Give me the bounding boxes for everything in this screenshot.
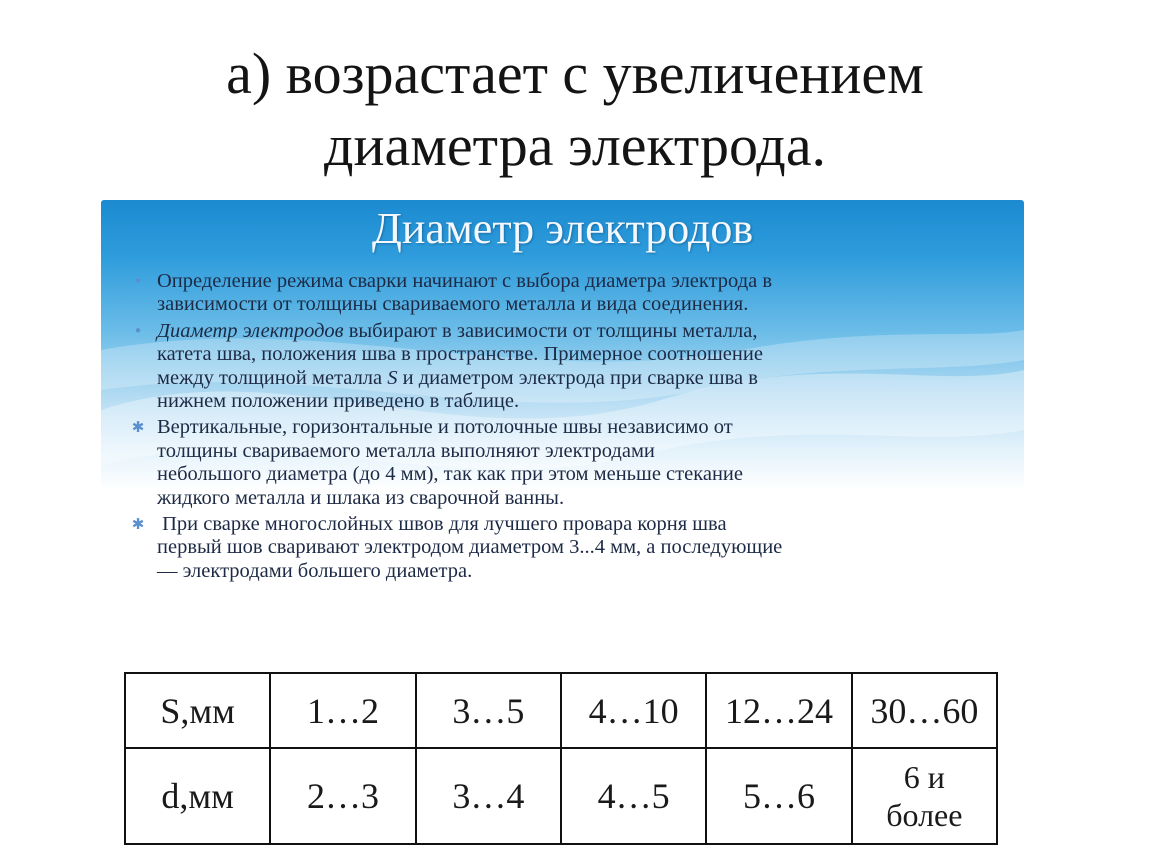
bullet-line [157, 367, 1003, 390]
bullet-line: зависимости от толщины свариваемого металла и вида соединения. [157, 293, 749, 316]
table-cell: 30…60 [852, 673, 997, 748]
bullet-item [123, 320, 1003, 414]
bullet-line: толщины свариваемого металла выполняют электродами [157, 439, 655, 462]
table-cell: S,мм [125, 673, 270, 748]
table-cell: 5…6 [706, 748, 851, 844]
bullet-line [157, 320, 1003, 343]
embedded-slide-image [101, 200, 1024, 615]
heading-line-2: диаметра электрода. [323, 113, 827, 178]
bullet-dot-icon: • [133, 272, 143, 290]
table-cell: 4…10 [561, 673, 706, 748]
slide-heading [0, 38, 1150, 182]
bullet-line: Вертикальные, горизонтальные и потолочные швы независимо от [157, 416, 733, 439]
italic-symbol: S [387, 366, 398, 389]
bullet-item [123, 513, 1003, 583]
text-run: выбирают в зависимости от толщины металла, [343, 319, 758, 342]
bullet-star-icon: ✱ [131, 515, 145, 534]
bullet-line: первый шов сваривают электродом диаметром 3...4 мм, а последующие [157, 536, 783, 559]
bullet-item [123, 270, 1003, 317]
slide-body [123, 270, 1003, 586]
table-cell: 3…5 [416, 673, 561, 748]
bullet-line: При сварке многослойных швов для лучшего провара корня шва [157, 513, 727, 536]
cell-line: 6 и [903, 759, 945, 795]
diameter-table [124, 672, 998, 845]
table-cell: 12…24 [706, 673, 851, 748]
bullet-item [123, 416, 1003, 510]
text-run: между толщиной металла [157, 366, 388, 389]
italic-term: Диаметр электродов [157, 319, 344, 342]
heading-line-1: а) возрастает с увеличением [226, 41, 924, 106]
bullet-line: нижнем положении приведено в таблице. [157, 390, 520, 413]
table-cell: 4…5 [561, 748, 706, 844]
bullet-line: небольшого диаметра (до 4 мм), так как при этом меньше стекание [157, 463, 743, 486]
slide-title: Диаметр электродов [371, 204, 754, 253]
table-cell [852, 748, 997, 844]
cell-line: более [886, 797, 963, 833]
bullet-line: Определение режима сварки начинают с выбора диаметра электрода в [157, 270, 773, 292]
text-run: и диаметром электрода при сварке шва в [397, 366, 758, 389]
table-cell: 3…4 [416, 748, 561, 844]
table-cell: 2…3 [270, 748, 415, 844]
table-cell: 1…2 [270, 673, 415, 748]
bullet-line: катета шва, положения шва в пространстве. Примерное соотношение [157, 343, 763, 366]
bullet-dot-icon: • [133, 321, 143, 340]
table-row [125, 673, 997, 748]
table-cell: d,мм [125, 748, 270, 844]
bullet-line: жидкого металла и шлака из сварочной ванны. [157, 486, 565, 509]
bullet-line: — электродами большего диаметра. [157, 559, 473, 582]
table-row [125, 748, 997, 844]
bullet-star-icon: ✱ [131, 418, 145, 437]
